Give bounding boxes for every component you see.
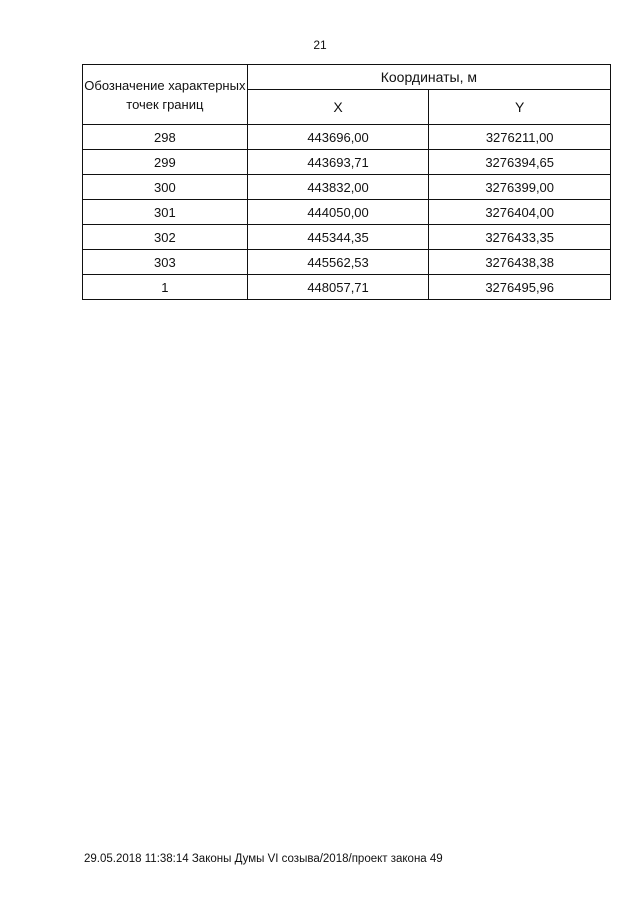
y-header: Y	[429, 90, 611, 125]
table-row	[83, 125, 611, 150]
page-number: 21	[313, 38, 327, 52]
point-cell: 1	[83, 275, 248, 300]
coordinates-table	[82, 64, 611, 300]
y-cell: 3276433,35	[429, 225, 611, 250]
x-cell: 448057,71	[247, 275, 429, 300]
x-cell: 443696,00	[247, 125, 429, 150]
y-cell: 3276394,65	[429, 150, 611, 175]
y-cell: 3276404,00	[429, 200, 611, 225]
y-cell: 3276399,00	[429, 175, 611, 200]
x-cell: 443693,71	[247, 150, 429, 175]
point-cell: 299	[83, 150, 248, 175]
table-row	[83, 225, 611, 250]
point-cell: 303	[83, 250, 248, 275]
coordinates-header: Координаты, м	[247, 65, 610, 90]
table-row	[83, 250, 611, 275]
table-header-row	[83, 65, 611, 90]
y-cell: 3276211,00	[429, 125, 611, 150]
table-row	[83, 150, 611, 175]
point-cell: 301	[83, 200, 248, 225]
x-cell: 445562,53	[247, 250, 429, 275]
table-row	[83, 275, 611, 300]
x-cell: 443832,00	[247, 175, 429, 200]
point-designation-header: Обозначение характерных точек границ	[83, 65, 248, 125]
document-footer: 29.05.2018 11:38:14 Законы Думы VI созыва/2018/проект закона 49	[84, 853, 443, 865]
x-cell: 445344,35	[247, 225, 429, 250]
point-cell: 300	[83, 175, 248, 200]
table-row	[83, 175, 611, 200]
point-cell: 302	[83, 225, 248, 250]
y-cell: 3276438,38	[429, 250, 611, 275]
x-cell: 444050,00	[247, 200, 429, 225]
table-row	[83, 200, 611, 225]
point-cell: 298	[83, 125, 248, 150]
y-cell: 3276495,96	[429, 275, 611, 300]
x-header: X	[247, 90, 429, 125]
